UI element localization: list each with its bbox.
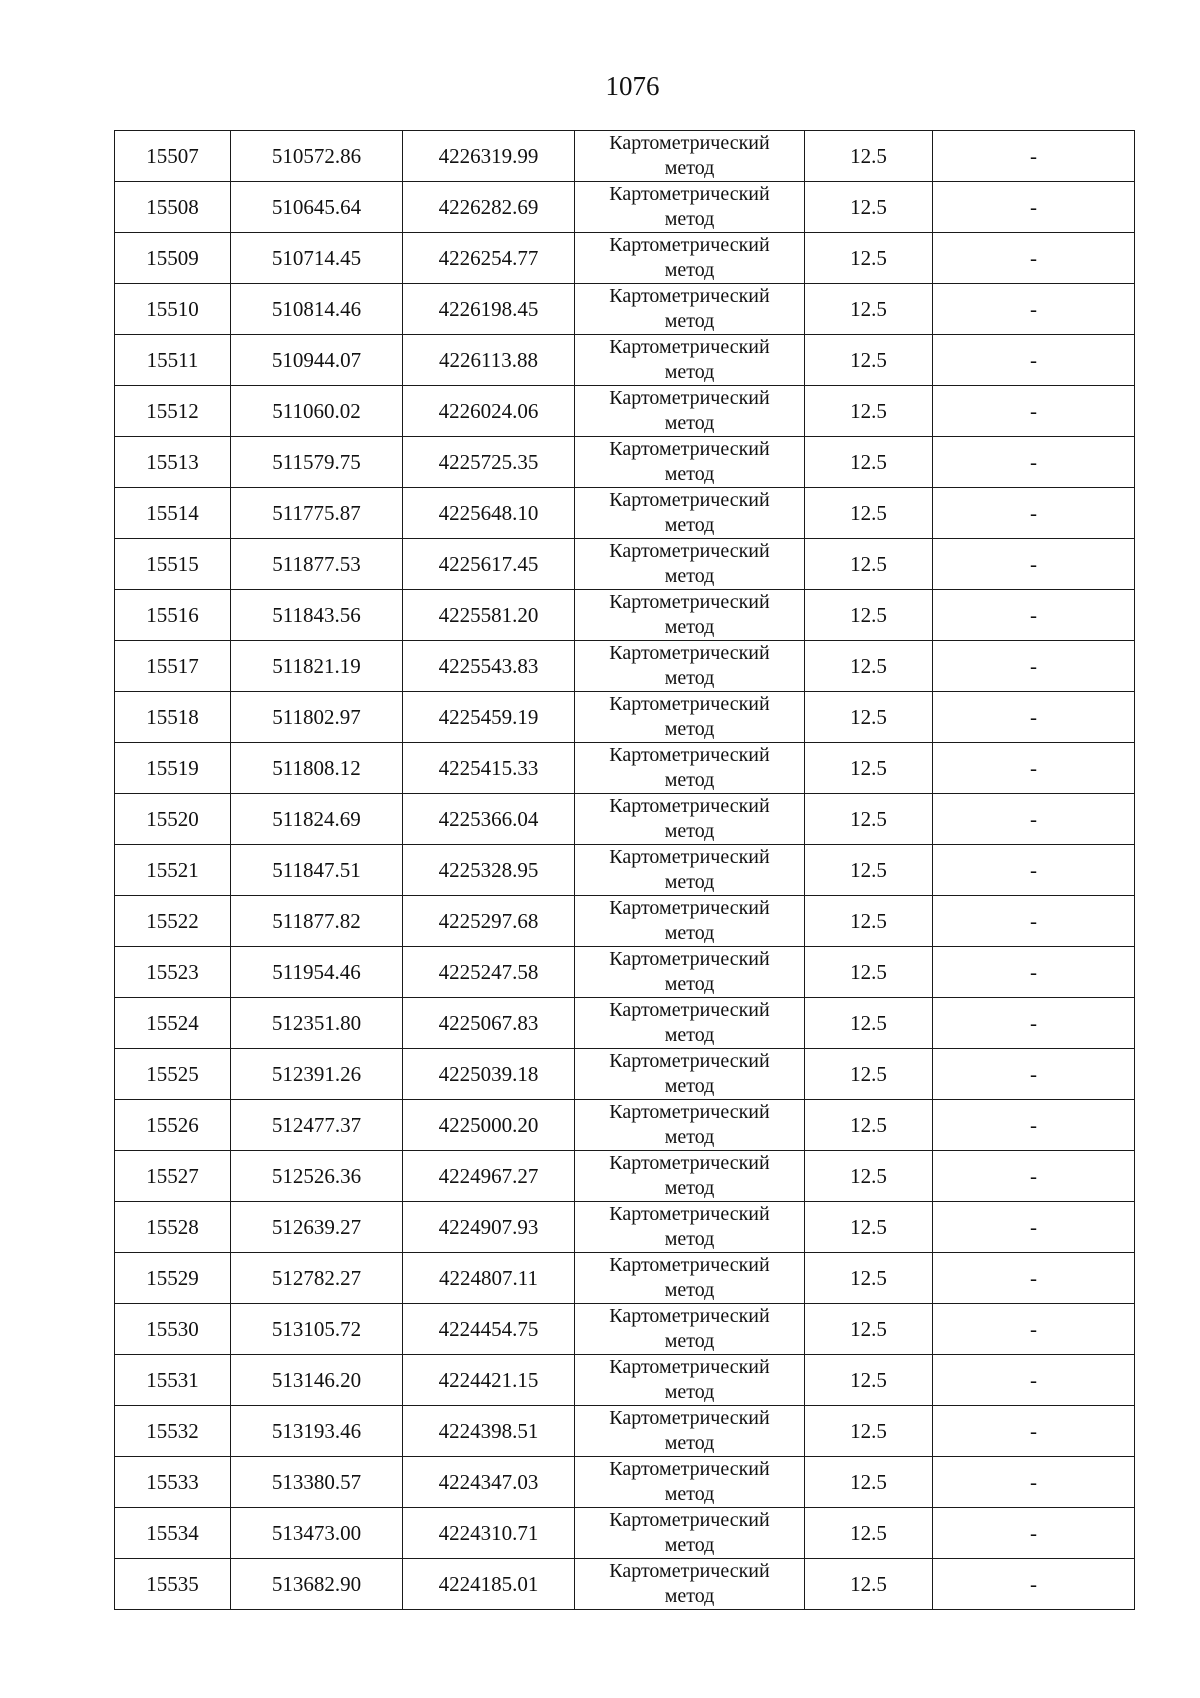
method-cell	[575, 1100, 805, 1151]
note-cell: -	[933, 794, 1135, 845]
method-cell	[575, 845, 805, 896]
y-coordinate-cell: 4225297.68	[403, 896, 575, 947]
method-line-1: Картометрический	[609, 438, 770, 460]
y-coordinate-cell: 4225543.83	[403, 641, 575, 692]
method-cell	[575, 335, 805, 386]
point-id-cell: 15521	[115, 845, 231, 896]
note-cell: -	[933, 590, 1135, 641]
x-coordinate-cell: 512639.27	[231, 1202, 403, 1253]
method-line-1: Картометрический	[609, 1152, 770, 1174]
accuracy-cell: 12.5	[805, 1253, 933, 1304]
method-line-2: метод	[664, 718, 715, 740]
table-row	[115, 1355, 1135, 1406]
method-line-2: метод	[664, 769, 715, 791]
method-line-2: метод	[664, 514, 715, 536]
x-coordinate-cell: 510572.86	[231, 131, 403, 182]
accuracy-cell: 12.5	[805, 590, 933, 641]
point-id-cell: 15516	[115, 590, 231, 641]
x-coordinate-cell: 511802.97	[231, 692, 403, 743]
point-id-cell: 15530	[115, 1304, 231, 1355]
note-cell: -	[933, 233, 1135, 284]
note-cell: -	[933, 845, 1135, 896]
y-coordinate-cell: 4224398.51	[403, 1406, 575, 1457]
accuracy-cell: 12.5	[805, 1457, 933, 1508]
method-line-1: Картометрический	[609, 1254, 770, 1276]
accuracy-cell: 12.5	[805, 1151, 933, 1202]
method-line-2: метод	[664, 1024, 715, 1046]
accuracy-cell: 12.5	[805, 386, 933, 437]
point-id-cell: 15520	[115, 794, 231, 845]
note-cell: -	[933, 1355, 1135, 1406]
accuracy-cell: 12.5	[805, 1304, 933, 1355]
point-id-cell: 15533	[115, 1457, 231, 1508]
point-id-cell: 15507	[115, 131, 231, 182]
x-coordinate-cell: 510714.45	[231, 233, 403, 284]
method-line-1: Картометрический	[609, 591, 770, 613]
accuracy-cell: 12.5	[805, 1100, 933, 1151]
note-cell: -	[933, 1253, 1135, 1304]
table-row	[115, 947, 1135, 998]
table-row	[115, 590, 1135, 641]
note-cell: -	[933, 998, 1135, 1049]
x-coordinate-cell: 511824.69	[231, 794, 403, 845]
method-line-2: метод	[664, 1585, 715, 1607]
y-coordinate-cell: 4224907.93	[403, 1202, 575, 1253]
x-coordinate-cell: 513105.72	[231, 1304, 403, 1355]
method-line-1: Картометрический	[609, 132, 770, 154]
accuracy-cell: 12.5	[805, 845, 933, 896]
method-line-2: метод	[664, 157, 715, 179]
point-id-cell: 15509	[115, 233, 231, 284]
note-cell: -	[933, 1049, 1135, 1100]
method-line-2: метод	[664, 1075, 715, 1097]
method-line-2: метод	[664, 820, 715, 842]
note-cell: -	[933, 947, 1135, 998]
accuracy-cell: 12.5	[805, 1355, 933, 1406]
method-cell	[575, 590, 805, 641]
table-row	[115, 1151, 1135, 1202]
x-coordinate-cell: 511877.82	[231, 896, 403, 947]
coordinates-table-container	[114, 130, 1134, 1610]
x-coordinate-cell: 512782.27	[231, 1253, 403, 1304]
x-coordinate-cell: 513380.57	[231, 1457, 403, 1508]
point-id-cell: 15511	[115, 335, 231, 386]
y-coordinate-cell: 4225000.20	[403, 1100, 575, 1151]
table-row	[115, 1049, 1135, 1100]
note-cell: -	[933, 743, 1135, 794]
table-row	[115, 1457, 1135, 1508]
method-cell	[575, 488, 805, 539]
method-cell	[575, 437, 805, 488]
accuracy-cell: 12.5	[805, 794, 933, 845]
method-cell	[575, 131, 805, 182]
table-row	[115, 539, 1135, 590]
method-line-1: Картометрический	[609, 1407, 770, 1429]
method-line-2: метод	[664, 463, 715, 485]
point-id-cell: 15534	[115, 1508, 231, 1559]
accuracy-cell: 12.5	[805, 641, 933, 692]
x-coordinate-cell: 511954.46	[231, 947, 403, 998]
method-line-2: метод	[664, 361, 715, 383]
x-coordinate-cell: 513473.00	[231, 1508, 403, 1559]
table-row	[115, 1304, 1135, 1355]
coordinates-table	[114, 130, 1135, 1610]
x-coordinate-cell: 513682.90	[231, 1559, 403, 1610]
y-coordinate-cell: 4225067.83	[403, 998, 575, 1049]
y-coordinate-cell: 4225581.20	[403, 590, 575, 641]
method-cell	[575, 1457, 805, 1508]
point-id-cell: 15523	[115, 947, 231, 998]
note-cell: -	[933, 1559, 1135, 1610]
point-id-cell: 15529	[115, 1253, 231, 1304]
method-line-1: Картометрический	[609, 744, 770, 766]
method-line-2: метод	[664, 1330, 715, 1352]
method-cell	[575, 1202, 805, 1253]
method-line-2: метод	[664, 565, 715, 587]
point-id-cell: 15531	[115, 1355, 231, 1406]
method-line-1: Картометрический	[609, 387, 770, 409]
method-line-2: метод	[664, 922, 715, 944]
y-coordinate-cell: 4226024.06	[403, 386, 575, 437]
y-coordinate-cell: 4225247.58	[403, 947, 575, 998]
note-cell: -	[933, 182, 1135, 233]
x-coordinate-cell: 512391.26	[231, 1049, 403, 1100]
accuracy-cell: 12.5	[805, 182, 933, 233]
y-coordinate-cell: 4225039.18	[403, 1049, 575, 1100]
x-coordinate-cell: 510944.07	[231, 335, 403, 386]
table-row	[115, 437, 1135, 488]
method-cell	[575, 284, 805, 335]
method-line-2: метод	[664, 1177, 715, 1199]
note-cell: -	[933, 1100, 1135, 1151]
method-cell	[575, 1406, 805, 1457]
accuracy-cell: 12.5	[805, 233, 933, 284]
method-line-2: метод	[664, 1279, 715, 1301]
note-cell: -	[933, 284, 1135, 335]
note-cell: -	[933, 1508, 1135, 1559]
method-line-2: метод	[664, 973, 715, 995]
method-line-2: метод	[664, 1483, 715, 1505]
point-id-cell: 15525	[115, 1049, 231, 1100]
y-coordinate-cell: 4224421.15	[403, 1355, 575, 1406]
method-line-1: Картометрический	[609, 336, 770, 358]
y-coordinate-cell: 4225648.10	[403, 488, 575, 539]
method-line-1: Картометрический	[609, 1305, 770, 1327]
method-cell	[575, 947, 805, 998]
method-cell	[575, 1559, 805, 1610]
method-line-2: метод	[664, 1432, 715, 1454]
x-coordinate-cell: 512477.37	[231, 1100, 403, 1151]
method-line-2: метод	[664, 412, 715, 434]
x-coordinate-cell: 512526.36	[231, 1151, 403, 1202]
method-cell	[575, 794, 805, 845]
y-coordinate-cell: 4226282.69	[403, 182, 575, 233]
note-cell: -	[933, 1406, 1135, 1457]
accuracy-cell: 12.5	[805, 335, 933, 386]
table-row	[115, 743, 1135, 794]
note-cell: -	[933, 539, 1135, 590]
note-cell: -	[933, 131, 1135, 182]
note-cell: -	[933, 386, 1135, 437]
note-cell: -	[933, 692, 1135, 743]
table-row	[115, 845, 1135, 896]
y-coordinate-cell: 4225725.35	[403, 437, 575, 488]
method-line-1: Картометрический	[609, 948, 770, 970]
table-row	[115, 233, 1135, 284]
accuracy-cell: 12.5	[805, 1508, 933, 1559]
method-line-1: Картометрический	[609, 183, 770, 205]
method-line-1: Картометрический	[609, 846, 770, 868]
method-cell	[575, 1253, 805, 1304]
y-coordinate-cell: 4225366.04	[403, 794, 575, 845]
accuracy-cell: 12.5	[805, 947, 933, 998]
table-row	[115, 182, 1135, 233]
note-cell: -	[933, 1457, 1135, 1508]
method-line-2: метод	[664, 208, 715, 230]
method-line-2: метод	[664, 259, 715, 281]
table-row	[115, 1202, 1135, 1253]
method-cell	[575, 998, 805, 1049]
y-coordinate-cell: 4224185.01	[403, 1559, 575, 1610]
method-line-1: Картометрический	[609, 642, 770, 664]
point-id-cell: 15515	[115, 539, 231, 590]
accuracy-cell: 12.5	[805, 1049, 933, 1100]
y-coordinate-cell: 4226254.77	[403, 233, 575, 284]
method-cell	[575, 386, 805, 437]
x-coordinate-cell: 510814.46	[231, 284, 403, 335]
note-cell: -	[933, 335, 1135, 386]
point-id-cell: 15526	[115, 1100, 231, 1151]
table-row	[115, 284, 1135, 335]
accuracy-cell: 12.5	[805, 692, 933, 743]
x-coordinate-cell: 511775.87	[231, 488, 403, 539]
method-line-1: Картометрический	[609, 999, 770, 1021]
point-id-cell: 15535	[115, 1559, 231, 1610]
method-cell	[575, 182, 805, 233]
x-coordinate-cell: 511877.53	[231, 539, 403, 590]
table-row	[115, 1406, 1135, 1457]
point-id-cell: 15519	[115, 743, 231, 794]
point-id-cell: 15524	[115, 998, 231, 1049]
note-cell: -	[933, 896, 1135, 947]
method-cell	[575, 1508, 805, 1559]
method-line-1: Картометрический	[609, 489, 770, 511]
table-row	[115, 131, 1135, 182]
y-coordinate-cell: 4226198.45	[403, 284, 575, 335]
note-cell: -	[933, 437, 1135, 488]
accuracy-cell: 12.5	[805, 539, 933, 590]
table-row	[115, 1100, 1135, 1151]
method-cell	[575, 743, 805, 794]
y-coordinate-cell: 4224454.75	[403, 1304, 575, 1355]
method-cell	[575, 1049, 805, 1100]
point-id-cell: 15518	[115, 692, 231, 743]
y-coordinate-cell: 4225459.19	[403, 692, 575, 743]
point-id-cell: 15513	[115, 437, 231, 488]
table-row	[115, 1508, 1135, 1559]
method-line-1: Картометрический	[609, 1050, 770, 1072]
accuracy-cell: 12.5	[805, 896, 933, 947]
point-id-cell: 15514	[115, 488, 231, 539]
x-coordinate-cell: 510645.64	[231, 182, 403, 233]
method-line-1: Картометрический	[609, 285, 770, 307]
note-cell: -	[933, 1304, 1135, 1355]
point-id-cell: 15517	[115, 641, 231, 692]
method-line-1: Картометрический	[609, 1560, 770, 1582]
method-line-2: метод	[664, 616, 715, 638]
method-cell	[575, 1304, 805, 1355]
method-line-1: Картометрический	[609, 1101, 770, 1123]
method-line-2: метод	[664, 871, 715, 893]
table-row	[115, 998, 1135, 1049]
point-id-cell: 15508	[115, 182, 231, 233]
y-coordinate-cell: 4224310.71	[403, 1508, 575, 1559]
note-cell: -	[933, 488, 1135, 539]
x-coordinate-cell: 512351.80	[231, 998, 403, 1049]
table-row	[115, 1559, 1135, 1610]
table-row	[115, 386, 1135, 437]
accuracy-cell: 12.5	[805, 284, 933, 335]
y-coordinate-cell: 4225328.95	[403, 845, 575, 896]
method-cell	[575, 692, 805, 743]
method-cell	[575, 539, 805, 590]
x-coordinate-cell: 513193.46	[231, 1406, 403, 1457]
note-cell: -	[933, 1151, 1135, 1202]
method-line-2: метод	[664, 667, 715, 689]
x-coordinate-cell: 511847.51	[231, 845, 403, 896]
x-coordinate-cell: 511060.02	[231, 386, 403, 437]
x-coordinate-cell: 511843.56	[231, 590, 403, 641]
method-line-1: Картометрический	[609, 1509, 770, 1531]
method-line-1: Картометрический	[609, 1458, 770, 1480]
y-coordinate-cell: 4226113.88	[403, 335, 575, 386]
method-cell	[575, 233, 805, 284]
point-id-cell: 15512	[115, 386, 231, 437]
method-line-1: Картометрический	[609, 1356, 770, 1378]
point-id-cell: 15532	[115, 1406, 231, 1457]
method-line-2: метод	[664, 1228, 715, 1250]
method-line-1: Картометрический	[609, 897, 770, 919]
note-cell: -	[933, 1202, 1135, 1253]
accuracy-cell: 12.5	[805, 437, 933, 488]
accuracy-cell: 12.5	[805, 1202, 933, 1253]
accuracy-cell: 12.5	[805, 998, 933, 1049]
table-row	[115, 1253, 1135, 1304]
accuracy-cell: 12.5	[805, 1406, 933, 1457]
method-line-1: Картометрический	[609, 693, 770, 715]
point-id-cell: 15527	[115, 1151, 231, 1202]
method-line-2: метод	[664, 1381, 715, 1403]
method-line-2: метод	[664, 1126, 715, 1148]
table-row	[115, 794, 1135, 845]
x-coordinate-cell: 511579.75	[231, 437, 403, 488]
x-coordinate-cell: 511808.12	[231, 743, 403, 794]
method-line-1: Картометрический	[609, 234, 770, 256]
page-number: 1076	[605, 71, 660, 101]
table-row	[115, 335, 1135, 386]
method-cell	[575, 896, 805, 947]
method-line-1: Картометрический	[609, 795, 770, 817]
accuracy-cell: 12.5	[805, 743, 933, 794]
table-body	[115, 131, 1135, 1610]
y-coordinate-cell: 4225415.33	[403, 743, 575, 794]
table-row	[115, 488, 1135, 539]
point-id-cell: 15510	[115, 284, 231, 335]
accuracy-cell: 12.5	[805, 1559, 933, 1610]
method-line-2: метод	[664, 1534, 715, 1556]
y-coordinate-cell: 4224967.27	[403, 1151, 575, 1202]
accuracy-cell: 12.5	[805, 488, 933, 539]
method-cell	[575, 641, 805, 692]
method-line-2: метод	[664, 310, 715, 332]
note-cell: -	[933, 641, 1135, 692]
y-coordinate-cell: 4224807.11	[403, 1253, 575, 1304]
y-coordinate-cell: 4224347.03	[403, 1457, 575, 1508]
table-row	[115, 896, 1135, 947]
y-coordinate-cell: 4225617.45	[403, 539, 575, 590]
accuracy-cell: 12.5	[805, 131, 933, 182]
x-coordinate-cell: 513146.20	[231, 1355, 403, 1406]
table-row	[115, 641, 1135, 692]
table-row	[115, 692, 1135, 743]
point-id-cell: 15528	[115, 1202, 231, 1253]
x-coordinate-cell: 511821.19	[231, 641, 403, 692]
y-coordinate-cell: 4226319.99	[403, 131, 575, 182]
method-line-1: Картометрический	[609, 1203, 770, 1225]
method-cell	[575, 1355, 805, 1406]
method-line-1: Картометрический	[609, 540, 770, 562]
point-id-cell: 15522	[115, 896, 231, 947]
method-cell	[575, 1151, 805, 1202]
